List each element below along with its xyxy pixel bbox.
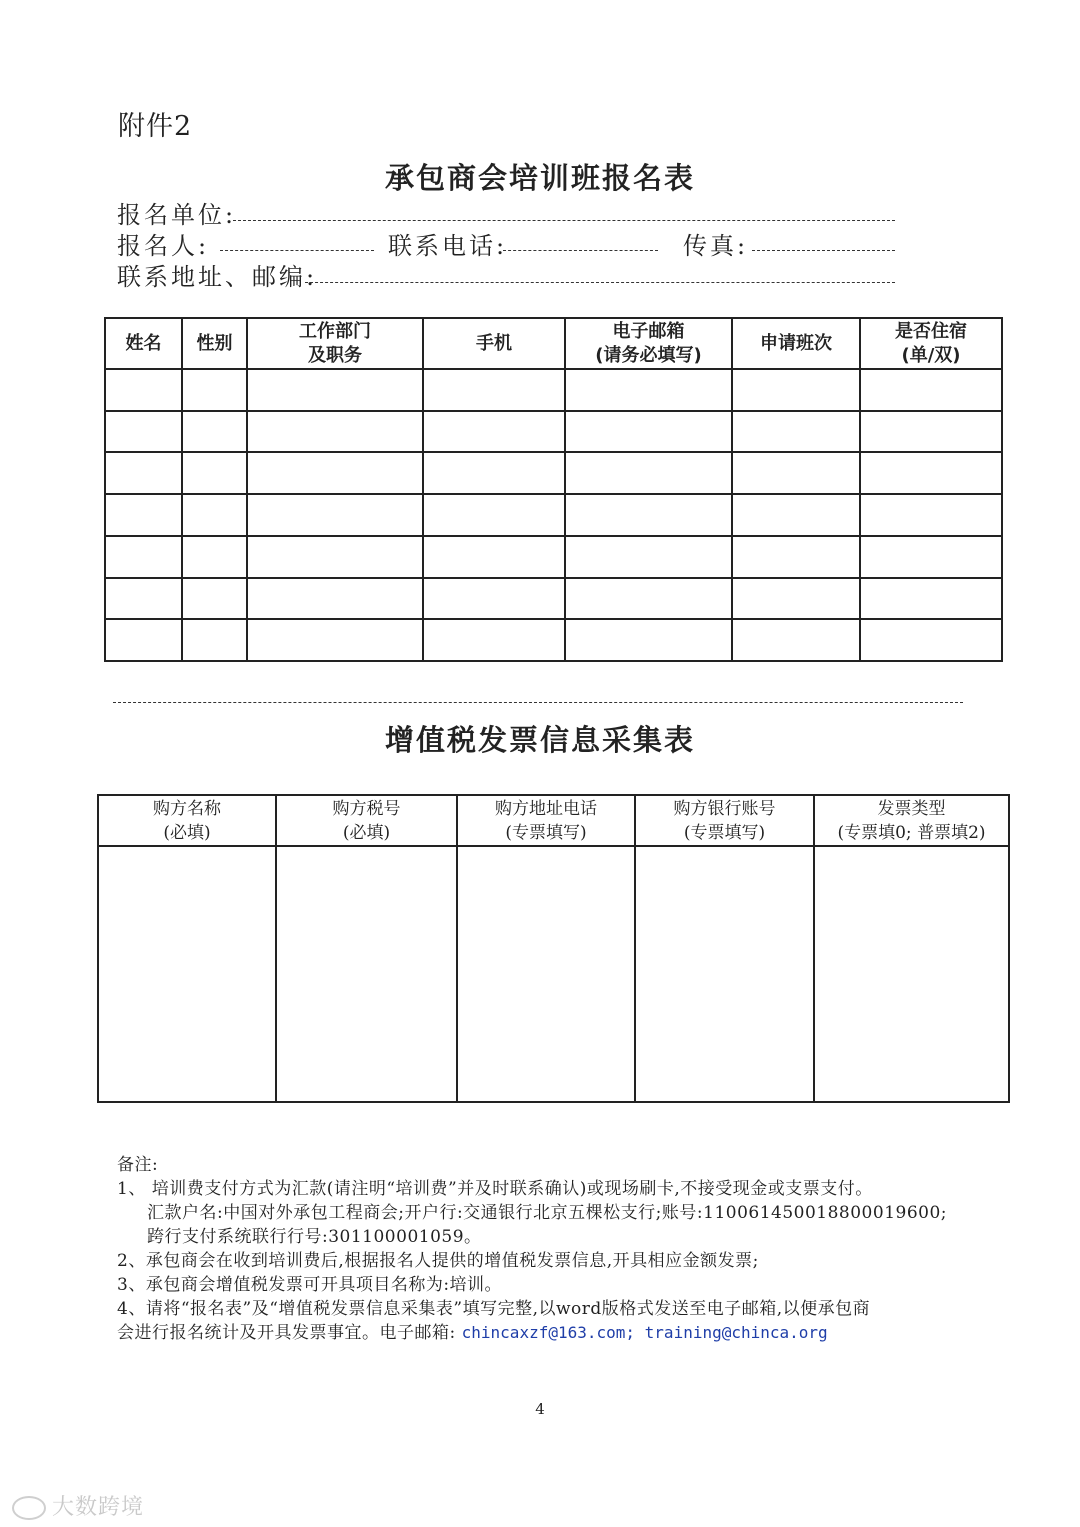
fax-label: 传真:: [683, 232, 749, 260]
watermark: 大数跨境: [12, 1490, 144, 1521]
invoice-table: [97, 794, 1010, 1103]
note-item: 2、承包商会在收到培训费后,根据报名人提供的增值税发票信息,开具相应金额发票;: [117, 1251, 759, 1271]
registration-title: 承包商会培训班报名表: [384, 161, 695, 195]
notes-section: [117, 1153, 947, 1345]
table-row: [105, 369, 1002, 411]
header-name: 姓名: [105, 318, 182, 369]
header-tax-id: 购方税号 (必填): [276, 795, 457, 846]
table-row: [105, 452, 1002, 494]
header-accommodation: 是否住宿 (单/双): [860, 318, 1002, 369]
note-item: 1、 培训费支付方式为汇款(请注明“培训费”并及时联系确认)或现场刷卡,不接受现金或支票支付。: [117, 1179, 873, 1199]
note-item: 3、承包商会增值税发票可开具项目名称为:培训。: [117, 1275, 503, 1295]
header-email: 电子邮箱 (请务必填写): [565, 318, 732, 369]
unit-line[interactable]: [233, 220, 895, 221]
section-divider: [113, 702, 963, 703]
unit-label: 报名单位:: [117, 201, 237, 229]
email-links[interactable]: chincaxzf@163.com; training@chinca.org: [461, 1323, 828, 1342]
notes-heading: 备注:: [117, 1155, 159, 1175]
table-header-row: [105, 318, 1002, 369]
phone-line[interactable]: [503, 250, 658, 251]
note-item: 跨行支付系统联行行号:301100001059。: [147, 1227, 482, 1247]
header-invoice-type: 发票类型 (专票填0; 普票填2): [814, 795, 1009, 846]
table-row: [98, 846, 1009, 1102]
page-number: 4: [535, 1400, 545, 1418]
invoice-title: 增值税发票信息采集表: [384, 723, 695, 757]
phone-label: 联系电话:: [388, 232, 508, 260]
header-gender: 性别: [182, 318, 247, 369]
attachment-label: 附件2: [118, 111, 193, 142]
table-row: [105, 411, 1002, 453]
header-department: 工作部门 及职务: [247, 318, 423, 369]
header-mobile: 手机: [423, 318, 565, 369]
header-buyer-name: 购方名称 (必填): [98, 795, 276, 846]
note-item: 汇款户名:中国对外承包工程商会;开户行:交通银行北京五棵松支行;账号:110061450018800019600;: [147, 1203, 947, 1223]
address-line[interactable]: [305, 282, 895, 283]
applicant-label: 报名人:: [117, 232, 210, 260]
header-class: 申请班次: [732, 318, 860, 369]
table-row: [105, 494, 1002, 536]
table-row: [105, 619, 1002, 661]
registration-table: [104, 317, 1003, 662]
note-item: 会进行报名统计及开具发票事宜。电子邮箱: chincaxzf@163.com; training@chinca.org: [117, 1323, 828, 1343]
watermark-logo-icon: [12, 1496, 46, 1520]
table-row: [105, 536, 1002, 578]
table-header-row: [98, 795, 1009, 846]
fax-line[interactable]: [752, 250, 895, 251]
header-bank-account: 购方银行账号 (专票填写): [635, 795, 814, 846]
note-item: 4、请将“报名表”及“增值税发票信息采集表”填写完整,以word版格式发送至电子邮箱,以便承包商: [117, 1299, 871, 1319]
header-address-phone: 购方地址电话 (专票填写): [457, 795, 635, 846]
table-row: [105, 578, 1002, 620]
address-label: 联系地址、邮编:: [117, 263, 318, 291]
applicant-line[interactable]: [220, 250, 374, 251]
